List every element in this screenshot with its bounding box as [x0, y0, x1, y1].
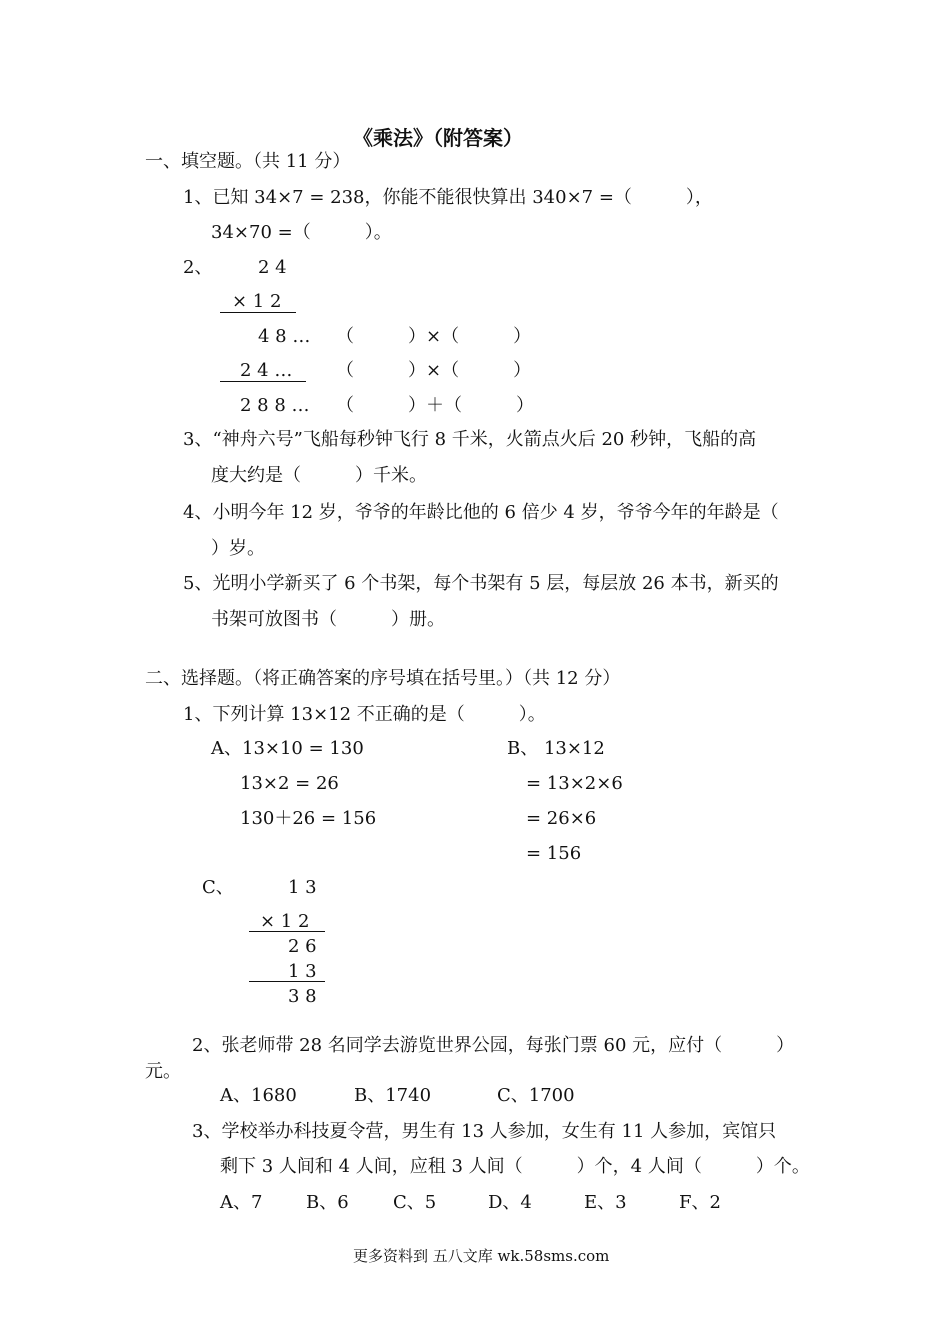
section1-heading: 一、填空题。（共 11 分）: [145, 151, 351, 172]
s1-q2-label: 2、: [183, 257, 213, 278]
s2-q3-option-f: F、2: [679, 1192, 721, 1213]
s2-q1-c-mult: × 1 2: [260, 911, 310, 932]
s1-q2-row3-expr: （ ）＋（ ）: [336, 395, 534, 416]
s2-q1-b-line4: = 156: [526, 843, 582, 864]
s2-q3-option-e: E、3: [584, 1192, 627, 1213]
s2-q1-a-line3: 130＋26 = 156: [240, 808, 377, 829]
s2-q1-c-rule1: [249, 931, 325, 932]
s1-q2-rule1: [220, 312, 296, 313]
s1-q2-row1-expr: （ ）×（ ）: [336, 326, 532, 347]
s1-q2-mult: × 1 2: [232, 291, 282, 312]
s2-q1-stem: 1、下列计算 13×12 不正确的是（ ）。: [183, 704, 546, 725]
s2-q1-c-label: C、: [202, 877, 234, 898]
s1-q2-row2-expr: （ ）×（ ）: [336, 360, 532, 381]
s1-q2-row1-num: 4 8 …: [258, 326, 311, 347]
s2-q2-line1: 2、张老师带 28 名同学去游览世界公园，每张门票 60 元，应付（ ）: [192, 1035, 795, 1056]
s2-q2-option-b: B、1740: [354, 1085, 432, 1106]
s2-q1-b-line2: = 13×2×6: [526, 773, 623, 794]
s2-q1-a-line2: 13×2 = 26: [240, 773, 339, 794]
s1-q5-line2: 书架可放图书（ ）册。: [211, 609, 445, 630]
s2-q1-c-partial1: 2 6: [288, 936, 317, 957]
s1-q2-row2-num: 2 4 …: [240, 360, 293, 381]
s2-q3-line2: 剩下 3 人间和 4 人间，应租 3 人间（ ）个，4 人间（ ）个。: [220, 1156, 810, 1177]
s1-q1-line2: 34×70 =（ ）。: [211, 222, 392, 243]
s2-q1-b-line1: B、 13×12: [507, 738, 605, 759]
s2-q1-b-line3: = 26×6: [526, 808, 597, 829]
s1-q2-row3-num: 2 8 8 …: [240, 395, 310, 416]
s1-q5-line1: 5、光明小学新买了 6 个书架，每个书架有 5 层，每层放 26 本书，新买的: [183, 573, 779, 594]
s1-q3-line2: 度大约是（ ）千米。: [211, 465, 427, 486]
s1-q4-line2: ）岁。: [211, 538, 265, 559]
s2-q1-c-result: 3 8: [288, 986, 317, 1007]
page-title: 《乘法》（附答案）: [353, 126, 523, 150]
s2-q1-c-rule2: [249, 981, 325, 982]
s1-q1-line1: 1、已知 34×7 = 238，你能不能很快算出 340×7 =（ ），: [183, 187, 713, 208]
footer-note: 更多资料到 五八文库 wk.58sms.com: [353, 1247, 610, 1265]
s2-q1-c-partial2: 1 3: [288, 961, 317, 982]
section2-heading: 二、选择题。（将正确答案的序号填在括号里。）（共 12 分）: [145, 668, 621, 689]
s2-q1-a-line1: A、13×10 = 130: [211, 738, 364, 759]
s2-q3-option-a: A、7: [220, 1192, 263, 1213]
s1-q4-line1: 4、小明今年 12 岁，爷爷的年龄比他的 6 倍少 4 岁，爷爷今年的年龄是（: [183, 502, 779, 523]
s1-q2-rule2: [220, 381, 306, 382]
s1-q2-top: 2 4: [258, 257, 287, 278]
s2-q3-option-b: B、6: [306, 1192, 349, 1213]
s1-q3-line1: 3、“神舟六号”飞船每秒钟飞行 8 千米，火箭点火后 20 秒钟，飞船的高: [183, 429, 757, 450]
s2-q3-option-c: C、5: [393, 1192, 437, 1213]
s2-q3-line1: 3、学校举办科技夏令营，男生有 13 人参加，女生有 11 人参加，宾馆只: [192, 1121, 777, 1142]
s2-q2-option-a: A、1680: [220, 1085, 297, 1106]
s2-q2-option-c: C、1700: [497, 1085, 575, 1106]
s2-q1-c-top: 1 3: [288, 877, 317, 898]
s2-q3-option-d: D、4: [488, 1192, 532, 1213]
s2-q2-line2: 元。: [145, 1061, 181, 1082]
